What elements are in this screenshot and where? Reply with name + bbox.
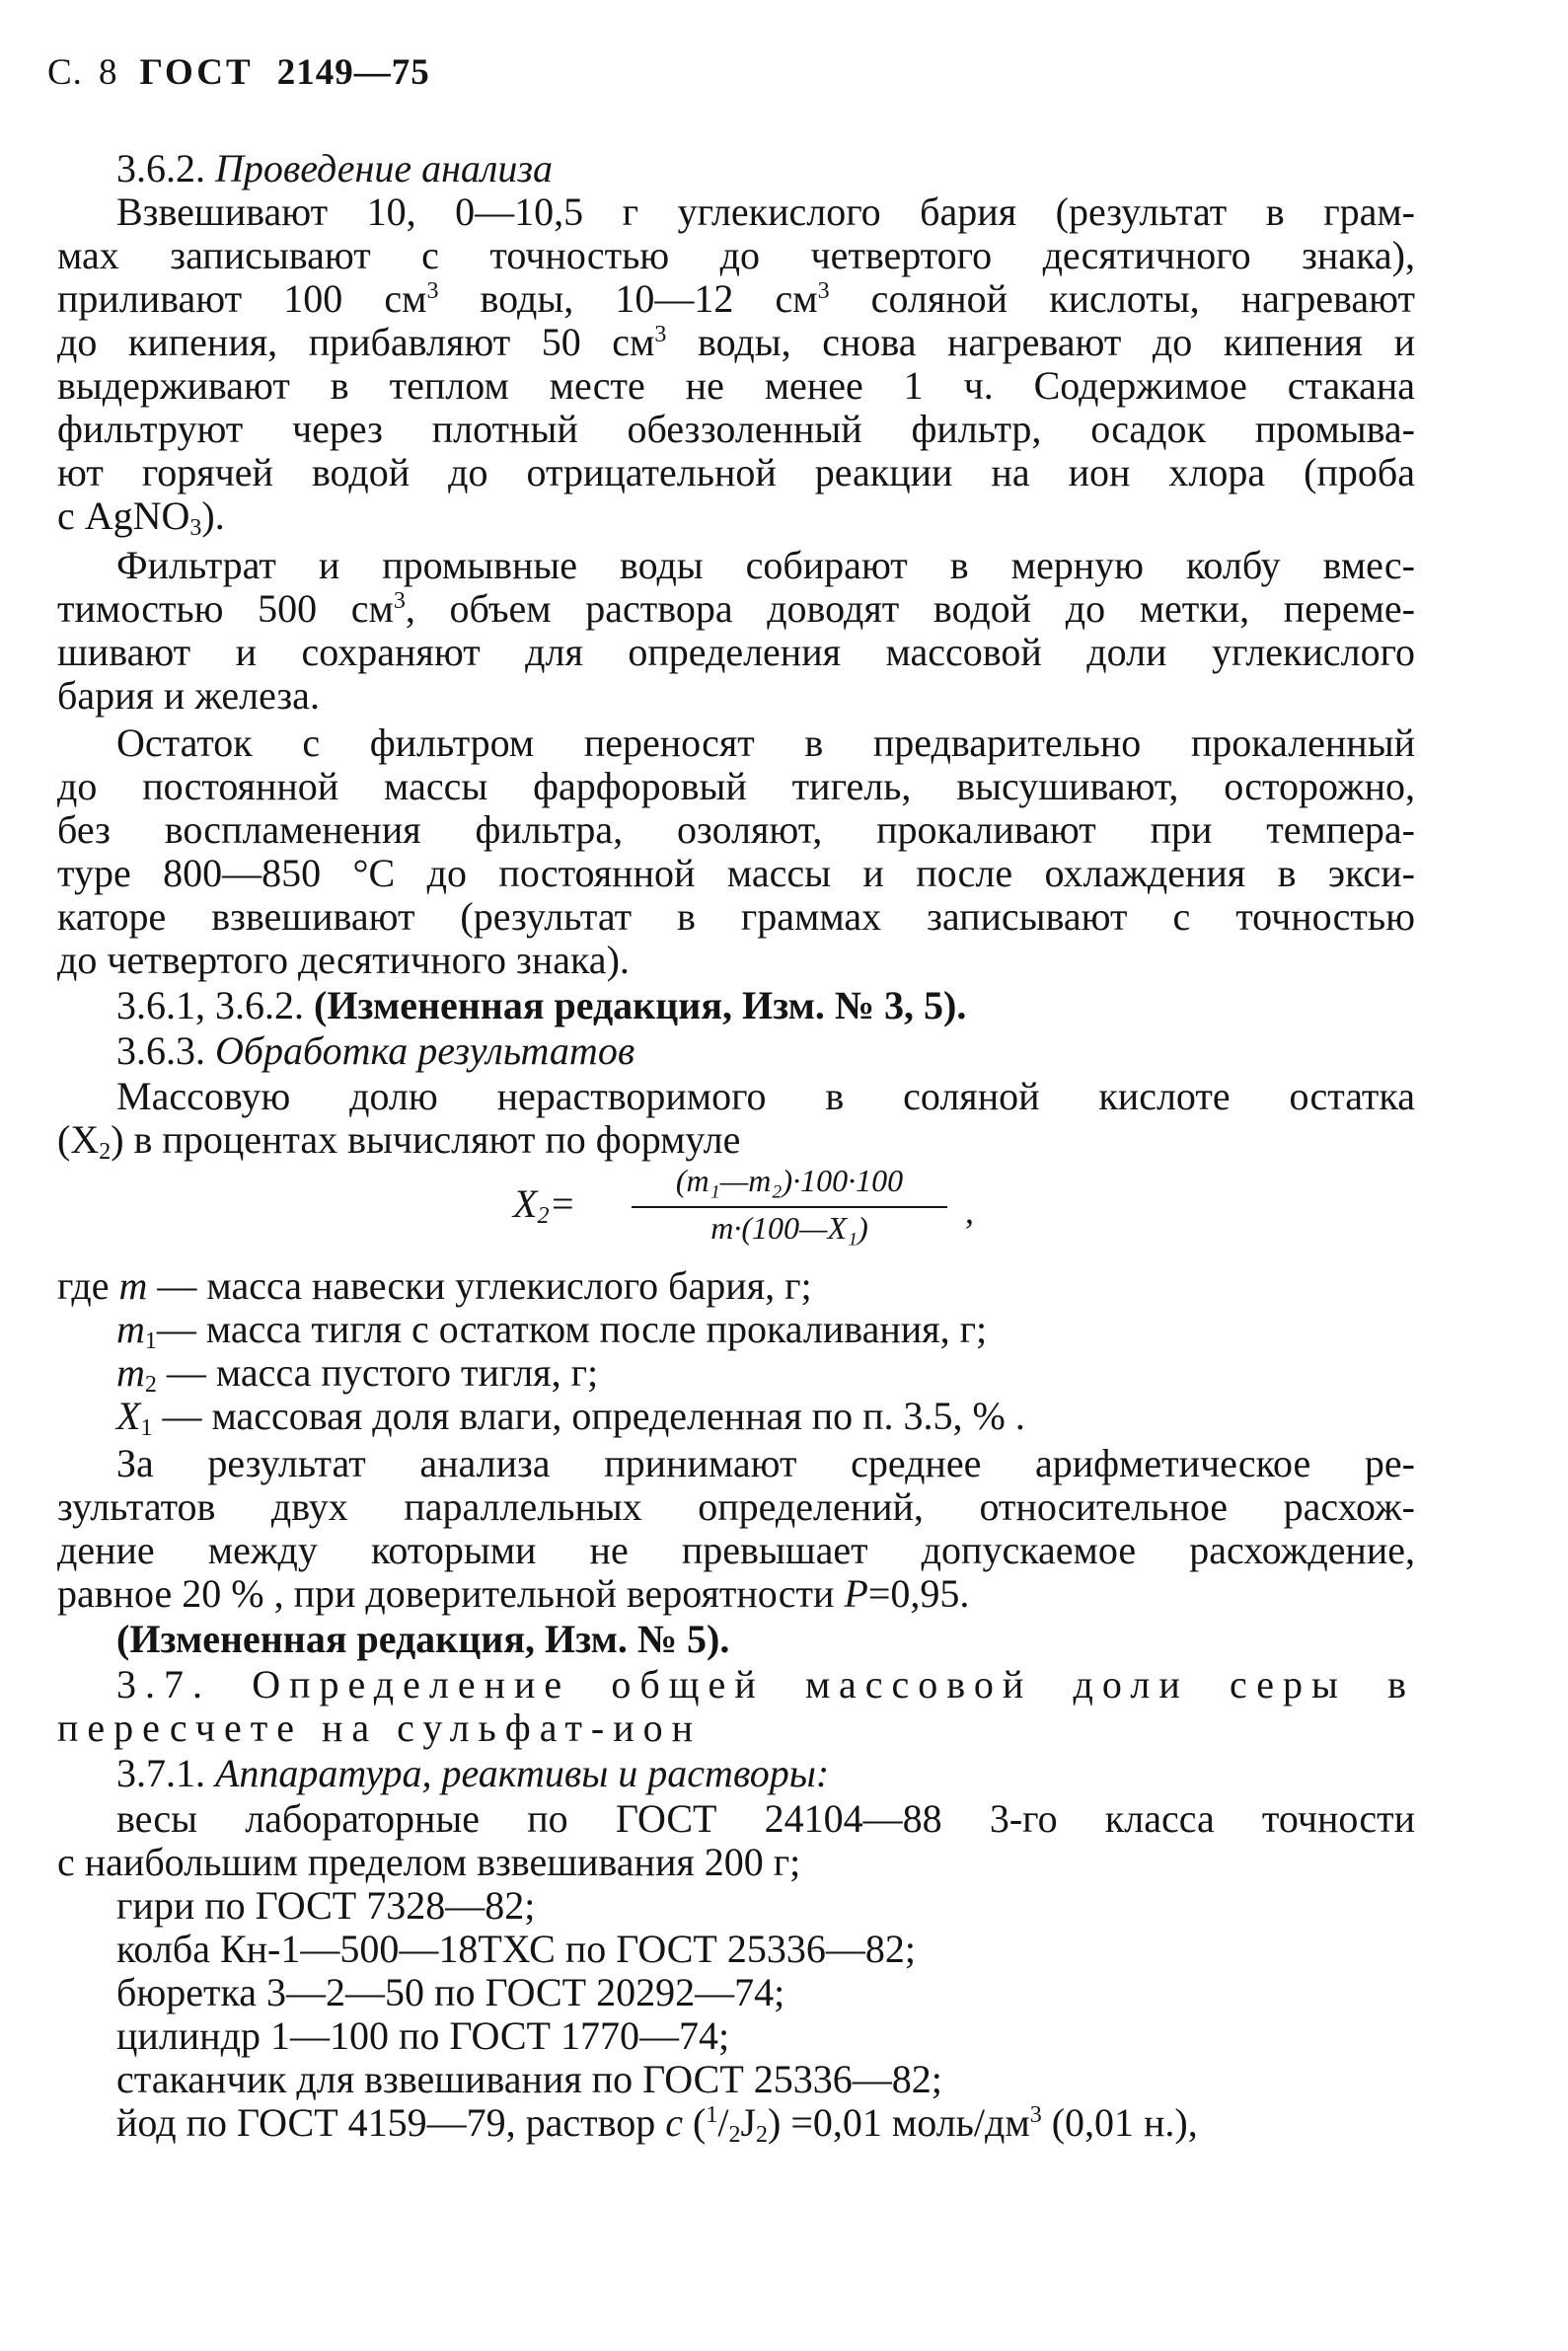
page-prefix: С. bbox=[47, 52, 83, 93]
paragraph-line: шивают и сохраняют для определения массовой доли углекислого bbox=[57, 630, 1415, 674]
formula-numerator: (m₁—m₂)·100·100 bbox=[675, 1163, 904, 1198]
list-item: с наибольшим пределом взвешивания 200 г; bbox=[57, 1840, 801, 1884]
paragraph-line: Взвешивают 10, 0—10,5 г углекислого бария (результат в грам- bbox=[116, 190, 1415, 234]
paragraph-line: мах записывают с точностью до четвертого десятичного знака), bbox=[57, 233, 1415, 277]
paragraph-line: туре 800—850 °С до постоянной массы и после охлаждения в экси- bbox=[57, 851, 1415, 895]
where-line: $X_1$ — массовая доля влаги, определенная по п. 3.5, % . bbox=[116, 1394, 1025, 1441]
formula-comma: , bbox=[965, 1191, 974, 1231]
paragraph-line: до постоянной массы фарфоровый тигель, высушивают, осторожно, bbox=[57, 764, 1415, 808]
paragraph-line: приливают 100 $см^3$ воды, 10—12 $см^3$ соляной кислоты, нагревают bbox=[57, 276, 1415, 321]
formula-x2 bbox=[513, 1163, 1026, 1246]
paragraph-line: ют горячей водой до отрицательной реакции на ион хлора (проба bbox=[57, 450, 1415, 494]
paragraph-line: За результат анализа принимают среднее арифметическое ре- bbox=[116, 1441, 1415, 1485]
section-heading: 3.6.3. Обработка результатов bbox=[116, 1028, 635, 1073]
list-item: бюретка 3—2—50 по ГОСТ 20292—74; bbox=[116, 1970, 785, 2014]
section-heading: 3.7. Определение общей массовой доли серы в bbox=[116, 1662, 1415, 1706]
amendment-note: (Измененная редакция, Изм. № 5). bbox=[116, 1617, 730, 1661]
paragraph-line: равное 20 % , при доверительной вероятности P=0,95. bbox=[57, 1571, 970, 1616]
where-line: $m_1—$ масса тигля с остатком после прокаливания, г; bbox=[116, 1307, 988, 1354]
where-line: где m — масса навески углекислого бария, г; bbox=[57, 1263, 812, 1308]
standard-number: 2149—75 bbox=[276, 52, 430, 93]
page-number: 8 bbox=[98, 52, 118, 93]
paragraph-line: до кипения, прибавляют 50 $см^3$ воды, снова нагревают до кипения и bbox=[57, 320, 1416, 364]
list-item: колба Кн-1—500—18ТХС по ГОСТ 25336—82; bbox=[116, 1927, 916, 1971]
paragraph-line: без воспламенения фильтра, озоляют, прокаливают при темпера- bbox=[57, 807, 1415, 852]
where-line: $m_2$ — масса пустого тигля, г; bbox=[116, 1350, 599, 1398]
list-item: весы лабораторные по ГОСТ 24104—88 3-го класса точности bbox=[116, 1796, 1415, 1841]
formula-denominator: m·(100—X₁) bbox=[710, 1210, 868, 1246]
paragraph-line: Остаток с фильтром переносят в предварительно прокаленный bbox=[116, 720, 1415, 765]
subsection-heading: 3.7.1. Аппаратура, реактивы и растворы: bbox=[116, 1751, 830, 1795]
list-item: гири по ГОСТ 7328—82; bbox=[116, 1883, 536, 1928]
paragraph-line: $(X_2)$ в процентах вычисляют по формуле bbox=[57, 1117, 741, 1165]
standard-name: ГОСТ bbox=[139, 52, 254, 93]
paragraph-line: выдерживают в теплом месте не менее 1 ч. Содержимое стакана bbox=[57, 363, 1415, 408]
paragraph-line: тимостью 500 $см^3$, объем раствора доводят водой до метки, переме- bbox=[57, 586, 1415, 631]
section-heading: пересчете на сульфат-ион bbox=[57, 1706, 703, 1750]
page-header bbox=[47, 51, 430, 94]
formula-lhs: $X_2=$ bbox=[513, 1181, 576, 1229]
paragraph-line: каторе взвешивают (результат в граммах записывают с точностью bbox=[57, 894, 1415, 939]
paragraph-line: зультатов двух параллельных определений, относительное расхож- bbox=[57, 1484, 1415, 1529]
list-item: цилиндр 1—100 по ГОСТ 1770—74; bbox=[116, 2013, 730, 2058]
section-heading: 3.6.2. Проведение анализа bbox=[116, 146, 553, 190]
fraction-bar bbox=[632, 1206, 947, 1208]
paragraph-line: дение между которыми не превышает допускаемое расхождение, bbox=[57, 1528, 1415, 1572]
list-item: йод по ГОСТ 4159—79, раствор c $(^1/_2J_2) =0,01$ моль/$дм^3$ (0,01 н.), bbox=[116, 2100, 1198, 2148]
paragraph-line: с AgNO$_3$). bbox=[57, 493, 225, 541]
paragraph-line: фильтруют через плотный обеззоленный фильтр, осадок промыва- bbox=[57, 407, 1415, 451]
paragraph-line: Массовую долю нерастворимого в соляной кислоте остатка bbox=[116, 1074, 1415, 1118]
amendment-note: 3.6.1, 3.6.2. (Измененная редакция, Изм. № 3, 5). bbox=[116, 983, 967, 1027]
list-item: стаканчик для взвешивания по ГОСТ 25336—82; bbox=[116, 2057, 942, 2101]
paragraph-line: до четвертого десятичного знака). bbox=[57, 938, 630, 982]
paragraph-line: Фильтрат и промывные воды собирают в мерную колбу вмес- bbox=[116, 543, 1415, 587]
paragraph-line: бария и железа. bbox=[57, 673, 320, 718]
